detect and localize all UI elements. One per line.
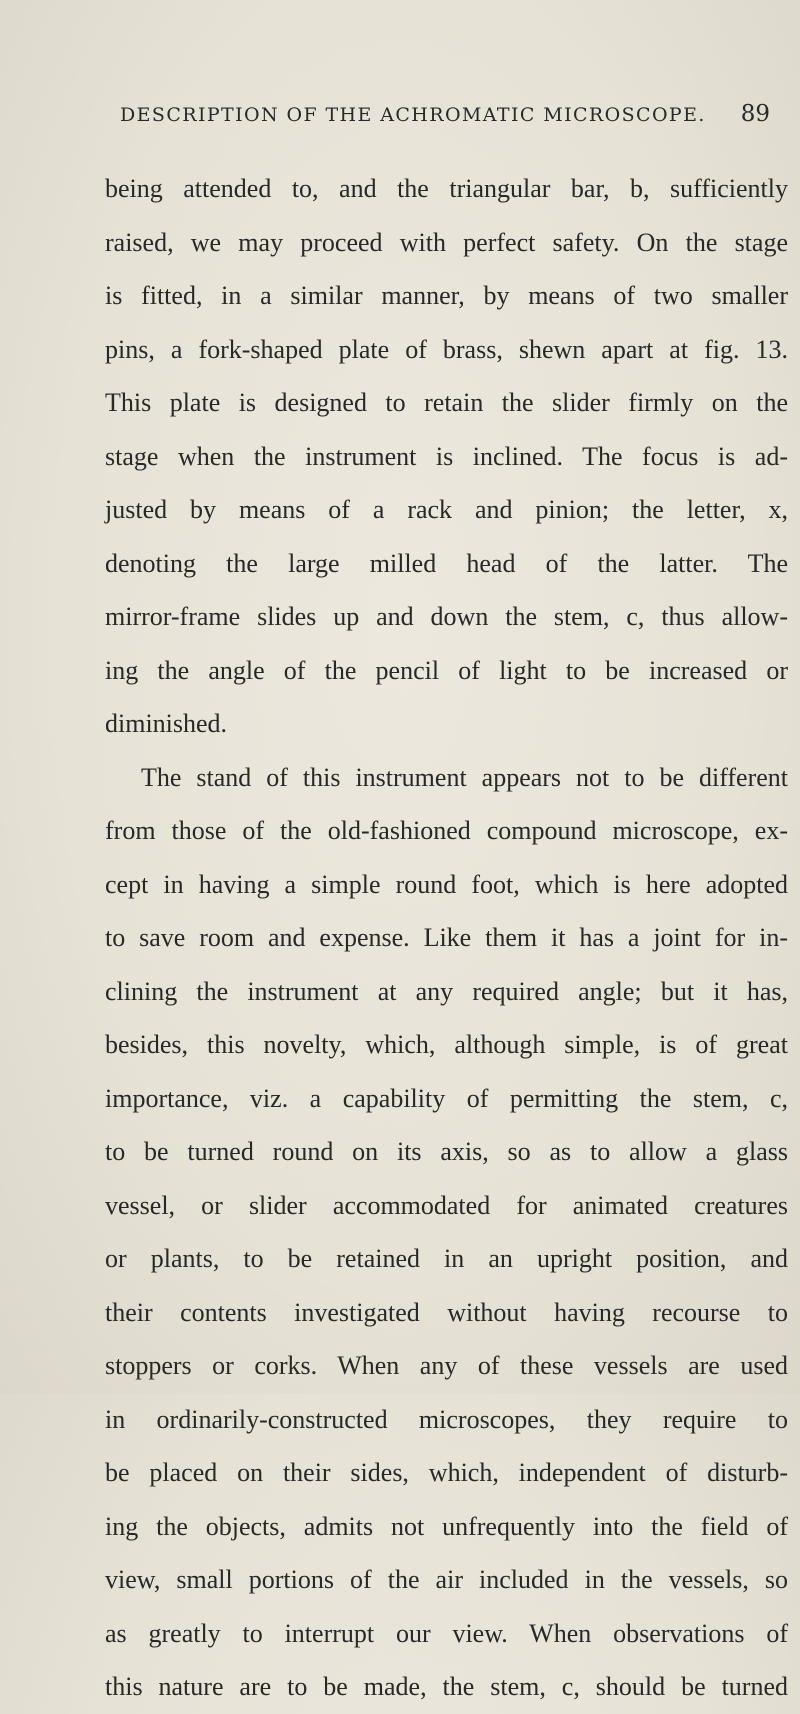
- text-line: being attended to, and the triangular bar, b, sufficiently: [105, 174, 788, 203]
- text-line: cept in having a simple round foot, which is here adopted: [105, 869, 788, 899]
- text-line: to be turned round on its axis, so as to allow a glass: [105, 1137, 788, 1166]
- text-line: raised, we may proceed with perfect safety. On the stage: [105, 227, 788, 257]
- text-line: besides, this novelty, which, although simple, is of great: [105, 1030, 788, 1059]
- text-line: or plants, to be retained in an upright position, and: [105, 1244, 788, 1273]
- text-line: pins, a fork-shaped plate of brass, shewn apart at fig. 13.: [105, 334, 788, 364]
- text-line: vessel, or slider accommodated for animated creatures: [105, 1190, 788, 1220]
- running-head: [120, 101, 770, 134]
- text-line: stoppers or corks. When any of these vessels are used: [105, 1351, 788, 1380]
- text-line: as greatly to interrupt our view. When observations of: [105, 1618, 788, 1648]
- text-line: in ordinarily-constructed microscopes, they require to: [105, 1404, 788, 1434]
- text-line: view, small portions of the air included in the vessels, so: [105, 1565, 788, 1594]
- text-line: diminished.: [105, 709, 228, 738]
- text-line: denoting the large milled head of the latter. The: [105, 548, 788, 578]
- text-line: justed by means of a rack and pinion; the letter, x,: [105, 495, 788, 524]
- text-line: ing the angle of the pencil of light to be increased or: [105, 655, 788, 685]
- page-number: 89: [740, 101, 770, 127]
- text-line: This plate is designed to retain the slider firmly on the: [105, 388, 788, 417]
- running-head-title: DESCRIPTION OF THE ACHROMATIC MICROSCOPE.: [120, 104, 706, 126]
- paragraph-2: [105, 751, 788, 1714]
- text-line: mirror-frame slides up and down the stem, c, thus allow-: [105, 602, 788, 631]
- text-line: clining the instrument at any required angle; but it has,: [105, 976, 788, 1006]
- text-line: this nature are to be made, the stem, c, should be turned: [105, 1672, 788, 1701]
- text-line: The stand of this instrument appears not to be different: [141, 762, 788, 792]
- text-line: their contents investigated without having recourse to: [105, 1297, 788, 1327]
- text-line: stage when the instrument is inclined. The focus is ad-: [105, 441, 788, 471]
- text-line: from those of the old-fashioned compound microscope, ex-: [105, 816, 788, 845]
- paragraph-1: [105, 162, 788, 751]
- text-line: be placed on their sides, which, independent of disturb-: [105, 1458, 788, 1487]
- body-text: [105, 162, 788, 1714]
- text-line: importance, viz. a capability of permitting the stem, c,: [105, 1083, 788, 1113]
- text-line: to save room and expense. Like them it has a joint for in-: [105, 923, 788, 952]
- text-line: is fitted, in a similar manner, by means of two smaller: [105, 281, 788, 310]
- text-line: ing the objects, admits not unfrequently into the field of: [105, 1511, 788, 1541]
